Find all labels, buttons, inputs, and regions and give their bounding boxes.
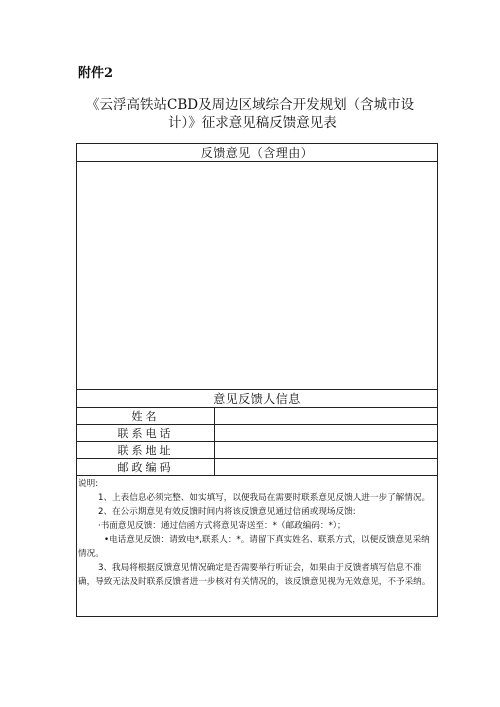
- postcode-label: 邮政编码: [77, 459, 215, 476]
- feedback-form-table: [76, 143, 438, 617]
- name-label: 姓名: [77, 408, 215, 425]
- address-field[interactable]: [215, 442, 438, 459]
- note-item-1: 1、上表信息必须完整、如实填写，以便我局在需要时联系意见反馈人进一步了解情况。: [98, 493, 431, 503]
- title-line-2: 计）》征求意见稿反馈意见表: [168, 115, 337, 131]
- feedback-content-area[interactable]: [77, 162, 438, 390]
- feedback-header: 反馈意见（含理由）: [77, 144, 438, 162]
- attachment-label: 附件2: [78, 66, 114, 81]
- phone-field[interactable]: [215, 425, 438, 442]
- name-field[interactable]: [215, 408, 438, 425]
- note-item-2: 2、在公示期意见有效反馈时间内将该反馈意见通过信函或现场反馈:: [98, 507, 356, 517]
- title-line-1: 《云浮高铁站CBD及周边区域综合开发规划（含城市设: [86, 97, 415, 113]
- notes-heading: 说明:: [78, 479, 99, 489]
- phone-label: 联系电话: [77, 425, 215, 442]
- note-item-3: 3、我局将根据反馈意见情况确定是否需要举行听证会，如果由于反馈者填写信息不准确，导致无法及时联系反馈者进一步核对有关情况的，该反馈意见视为无效意见，不予采纳。: [78, 563, 431, 587]
- person-info-header: 意见反馈人信息: [77, 390, 438, 408]
- address-label: 联系地址: [77, 442, 215, 459]
- notes-section: [77, 476, 438, 617]
- postcode-field[interactable]: [215, 459, 438, 476]
- note-item-2a: ·书面意见反馈：通过信函方式将意见寄送至：*（邮政编码：*）；: [98, 521, 346, 531]
- note-item-2b: •电话意见反馈：请致电*,联系人：*。请留下真实姓名、联系方式，以便反馈意见采纳情况。: [78, 535, 430, 559]
- document-title: [86, 96, 426, 132]
